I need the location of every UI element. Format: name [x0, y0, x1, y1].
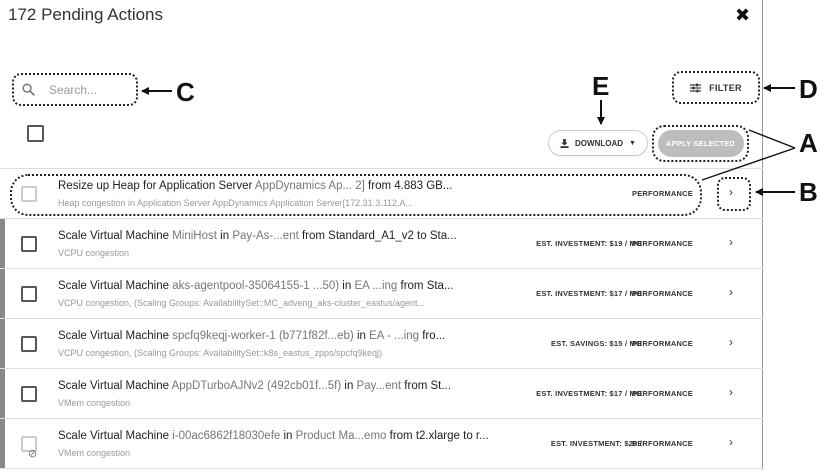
row-severity-bar: [0, 369, 5, 418]
action-title: [58, 430, 489, 442]
chevron-right-icon[interactable]: ›: [729, 285, 733, 299]
row-checkbox[interactable]: [21, 286, 37, 302]
action-detail: from t2.xlarge to r...: [389, 430, 489, 442]
action-entity: spcfq9keqj-worker-1 (b771f82f...eb): [172, 330, 354, 342]
chevron-right-icon[interactable]: ›: [729, 435, 733, 449]
search-icon: [22, 83, 35, 96]
action-category: PERFORMANCE: [632, 439, 693, 448]
download-button[interactable]: [548, 130, 648, 156]
row-severity-bar: [0, 319, 5, 368]
action-subtitle: Heap congestion in Application Server AppDynamics Application Server[172.31.3.112,A...: [58, 198, 414, 208]
caret-down-icon: ▼: [629, 139, 636, 147]
action-entity: aks-agentpool-35064155-1 ...50): [172, 280, 340, 292]
action-row[interactable]: [0, 369, 763, 419]
callout-a-label: A: [799, 128, 818, 158]
close-icon[interactable]: ✖: [735, 5, 751, 25]
action-connector: in: [344, 380, 354, 392]
action-detail: from Sta...: [400, 280, 454, 292]
row-severity-bar: [0, 219, 5, 268]
chevron-right-icon[interactable]: ›: [729, 385, 733, 399]
action-title: [58, 380, 451, 392]
download-label: DOWNLOAD: [575, 138, 624, 148]
blocked-icon: ⊘: [28, 448, 38, 460]
action-subtitle: VMem congestion: [58, 398, 131, 408]
action-connector: in: [356, 330, 366, 342]
action-cost: EST. INVESTMENT: $29 /: [550, 439, 642, 448]
action-connector: in: [220, 230, 230, 242]
action-entity: AppDynamics Ap... 2]: [254, 180, 365, 192]
action-cost: EST. SAVINGS: $15 / MO: [551, 339, 642, 348]
action-entity: MiniHost: [172, 230, 217, 242]
chevron-right-icon[interactable]: ›: [729, 235, 733, 249]
actions-list: [0, 168, 763, 469]
row-checkbox[interactable]: [21, 336, 37, 352]
filter-button[interactable]: [672, 71, 760, 104]
action-category: PERFORMANCE: [632, 289, 693, 298]
select-all-checkbox[interactable]: [27, 125, 44, 142]
sliders-icon: [690, 83, 701, 93]
action-title: [58, 230, 457, 242]
action-verb: Scale Virtual Machine: [58, 430, 170, 442]
action-row[interactable]: [0, 319, 763, 369]
action-connector: in: [283, 430, 293, 442]
row-checkbox[interactable]: [21, 236, 37, 252]
action-category: PERFORMANCE: [632, 239, 693, 248]
action-entity: AppDTurboAJNv2 (492cb01f...5f): [171, 380, 342, 392]
action-scope: Pay...ent: [356, 380, 402, 392]
action-verb: Scale Virtual Machine: [58, 380, 170, 392]
action-category: PERFORMANCE: [632, 339, 693, 348]
action-detail: from 4.883 GB...: [368, 180, 453, 192]
action-cost: EST. INVESTMENT: $17 / MO: [536, 289, 642, 298]
action-verb: Scale Virtual Machine: [58, 280, 170, 292]
dialog-title: 172 Pending Actions: [8, 5, 164, 24]
action-subtitle: VCPU congestion, (Scaling Groups: AvailabilitySet::MC_adveng_aks-cluster_eastus/agent...: [58, 298, 426, 308]
callout-d-label: D: [799, 74, 818, 104]
action-scope: EA ...ing: [354, 280, 398, 292]
action-row[interactable]: [0, 419, 763, 469]
action-detail: from St...: [404, 380, 451, 392]
action-connector: in: [342, 280, 352, 292]
action-category: PERFORMANCE: [632, 389, 693, 398]
row-severity-bar: [0, 419, 5, 468]
action-scope: EA - ...ing: [369, 330, 419, 342]
action-verb: Scale Virtual Machine: [58, 230, 170, 242]
action-verb: Scale Virtual Machine: [58, 330, 170, 342]
action-detail: from Standard_A1_v2 to Sta...: [301, 230, 457, 242]
action-cost: EST. INVESTMENT: $19 / MO: [536, 239, 642, 248]
action-subtitle: VMem congestion: [58, 448, 131, 458]
callout-c-label: C: [176, 77, 195, 107]
action-cost: EST. INVESTMENT: $17 / MO: [536, 389, 642, 398]
chevron-right-icon[interactable]: ›: [729, 335, 733, 349]
download-icon: [560, 139, 569, 148]
action-title: [58, 180, 452, 192]
action-row[interactable]: [0, 269, 763, 319]
row-severity-bar: [0, 269, 5, 318]
action-title: [58, 330, 445, 342]
row-checkbox[interactable]: [21, 386, 37, 402]
row-checkbox-disabled: [21, 186, 37, 202]
apply-selected-highlight: [652, 125, 749, 162]
apply-selected-button[interactable]: APPLY SELECTED: [658, 130, 744, 157]
filter-label: FILTER: [709, 82, 742, 93]
callout-b-label: B: [799, 177, 818, 207]
action-title: [58, 280, 454, 292]
search-input[interactable]: [49, 83, 129, 97]
action-verb: Resize up Heap for Application Server: [58, 180, 253, 192]
chevron-right-icon[interactable]: ›: [729, 185, 733, 199]
action-subtitle: VCPU congestion: [58, 248, 130, 258]
action-scope: Pay-As-...ent: [232, 230, 299, 242]
callout-e-label: E: [592, 71, 610, 101]
action-entity: i-00ac6862f18030efe: [172, 430, 281, 442]
action-row[interactable]: [0, 219, 763, 269]
action-category: PERFORMANCE: [632, 189, 693, 198]
action-scope: Product Ma...emo: [295, 430, 387, 442]
search-box[interactable]: [12, 73, 138, 106]
action-detail: fro...: [422, 330, 446, 342]
action-subtitle: VCPU congestion, (Scaling Groups: AvailabilitySet::k8s_eastus_zpps/spcfq9keqj): [58, 348, 383, 358]
action-row[interactable]: [0, 169, 763, 219]
